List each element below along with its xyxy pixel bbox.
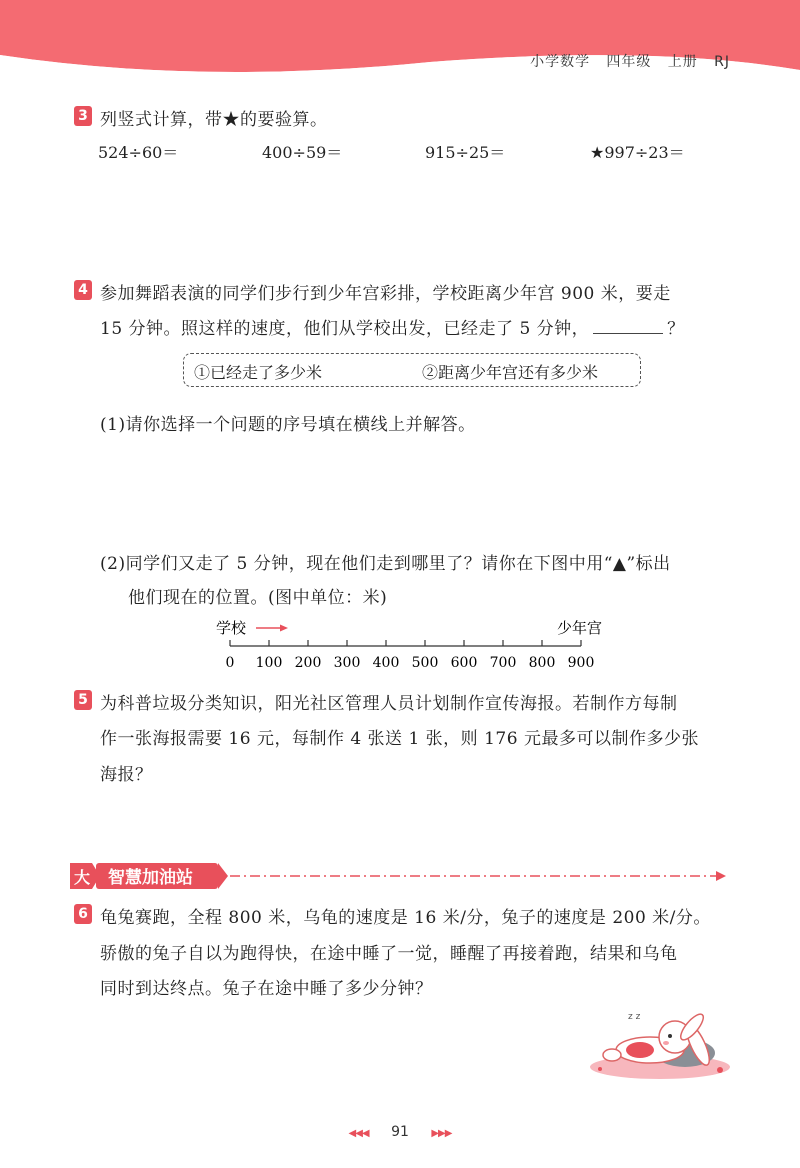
q5-line-3: 海报？	[100, 765, 153, 785]
q4-sub-question-2-line-1: (2)同学们又走了 5 分钟，现在他们走到哪里了？请你在下图中用“▲”标出	[100, 554, 671, 574]
q4-sub-question-1: (1)请你选择一个问题的序号填在横线上并解答。	[100, 415, 476, 435]
banner-icon-glyph: 大	[74, 868, 91, 887]
direction-arrow-head	[280, 625, 288, 632]
q4-sub-question-2-line-2: 他们现在的位置。(图中单位：米)	[128, 588, 388, 608]
prev-page-arrows: ◀◀◀	[348, 1128, 369, 1139]
tick-label: 500	[411, 655, 439, 671]
options-box	[183, 353, 641, 387]
q4-line-2-text: 15 分钟。照这样的速度，他们从学校出发，已经走了 5 分钟，	[100, 319, 590, 339]
tick-label: 700	[489, 655, 517, 671]
q6-line-1: 龟兔赛跑，全程 800 米，乌龟的速度是 16 米/分，兔子的速度是 200 米/分。	[100, 908, 711, 928]
calc-item-4: ★997÷23＝	[590, 143, 685, 162]
page-number: 91	[391, 1124, 409, 1140]
question-number-4: 4	[74, 280, 92, 300]
question-number-3: 3	[74, 106, 92, 126]
tick-label: 400	[372, 655, 400, 671]
q3-title: 列竖式计算，带★的要验算。	[100, 110, 328, 130]
next-page-arrows: ▶▶▶	[431, 1128, 452, 1139]
number-line	[200, 615, 620, 675]
svg-text:z z: z z	[628, 1012, 641, 1022]
tick-label: 600	[450, 655, 478, 671]
tick-label: 900	[567, 655, 595, 671]
sleeping-rabbit-illustration	[580, 1005, 740, 1085]
page-footer	[0, 1124, 800, 1140]
section-banner	[70, 860, 730, 892]
q4-line-2	[100, 314, 685, 339]
top-banner	[0, 0, 800, 95]
option-1[interactable]: ①已经走了多少米	[194, 363, 323, 382]
page-header: 小学数学 四年级 上册 RJ	[530, 54, 730, 70]
tick-group	[226, 640, 595, 671]
answer-blank[interactable]	[593, 317, 663, 334]
question-number-6: 6	[74, 904, 92, 924]
section-title: 智慧加油站	[108, 868, 193, 888]
tick-label: 0	[225, 655, 235, 671]
q6-line-3: 同时到达终点。兔子在途中睡了多少分钟？	[100, 979, 433, 999]
calc-item-3: 915÷25＝	[425, 143, 506, 162]
question-number-5: 5	[74, 690, 92, 710]
banner-title-tail	[218, 863, 228, 889]
tick-label: 200	[294, 655, 322, 671]
q4-line-1: 参加舞蹈表演的同学们步行到少年宫彩排，学校距离少年宫 900 米，要走	[100, 284, 671, 304]
start-label: 学校	[216, 619, 247, 637]
end-label: 少年宫	[557, 619, 603, 637]
q5-line-2: 作一张海报需要 16 元，每制作 4 张送 1 张，则 176 元最多可以制作多少张	[100, 729, 699, 749]
banner-arrow-head	[716, 871, 726, 881]
calc-item-2: 400÷59＝	[262, 143, 343, 162]
tick-label: 100	[255, 655, 283, 671]
option-2[interactable]: ②距离少年宫还有多少米	[422, 363, 599, 382]
q6-line-2: 骄傲的兔子自以为跑得快，在途中睡了一觉，睡醒了再接着跑，结果和乌龟	[100, 944, 678, 964]
q4-question-mark: ？	[667, 319, 685, 339]
q5-line-1: 为科普垃圾分类知识，阳光社区管理人员计划制作宣传海报。若制作方每制	[100, 694, 678, 714]
tick-label: 300	[333, 655, 361, 671]
calc-item-1: 524÷60＝	[98, 143, 179, 162]
tick-label: 800	[528, 655, 556, 671]
